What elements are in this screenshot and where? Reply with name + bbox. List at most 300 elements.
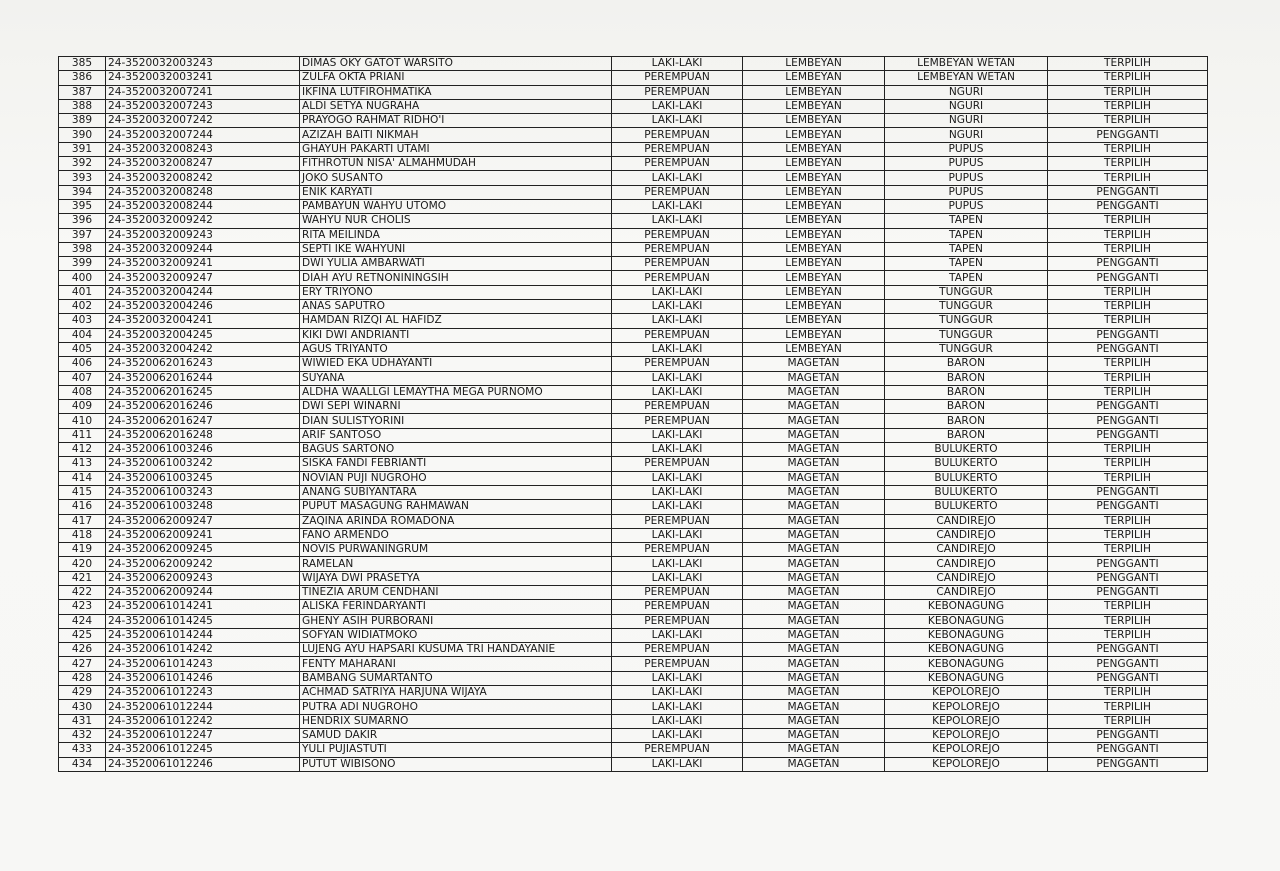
kecamatan-cell: MAGETAN — [743, 414, 885, 428]
row-number-cell: 387 — [59, 85, 106, 99]
table-row — [59, 185, 1208, 199]
name-cell: FENTY MAHARANI — [300, 657, 612, 671]
name-cell: FITHROTUN NISA' ALMAHMUDAH — [300, 157, 612, 171]
name-cell: RITA MEILINDA — [300, 228, 612, 242]
kecamatan-cell: LEMBEYAN — [743, 314, 885, 328]
status-cell: TERPILIH — [1048, 71, 1208, 85]
desa-cell: BARON — [885, 428, 1048, 442]
status-cell: TERPILIH — [1048, 99, 1208, 113]
table-row — [59, 457, 1208, 471]
name-cell: SOFYAN WIDIATMOKO — [300, 628, 612, 642]
table-row — [59, 371, 1208, 385]
status-cell: PENGGANTI — [1048, 185, 1208, 199]
gender-cell: LAKI-LAKI — [612, 700, 743, 714]
registration-number-cell: 24-3520062009245 — [106, 543, 300, 557]
registration-number-cell: 24-3520032003243 — [106, 57, 300, 71]
table-row — [59, 614, 1208, 628]
gender-cell: LAKI-LAKI — [612, 500, 743, 514]
kecamatan-cell: MAGETAN — [743, 757, 885, 771]
row-number-cell: 389 — [59, 114, 106, 128]
table-row — [59, 600, 1208, 614]
desa-cell: LEMBEYAN WETAN — [885, 71, 1048, 85]
row-number-cell: 425 — [59, 628, 106, 642]
desa-cell: TAPEN — [885, 242, 1048, 256]
name-cell: SEPTI IKE WAHYUNI — [300, 242, 612, 256]
desa-cell: TAPEN — [885, 228, 1048, 242]
registration-number-cell: 24-3520062009241 — [106, 528, 300, 542]
table-row — [59, 114, 1208, 128]
registration-number-cell: 24-3520062016248 — [106, 428, 300, 442]
registration-number-cell: 24-3520032004244 — [106, 285, 300, 299]
kecamatan-cell: MAGETAN — [743, 471, 885, 485]
name-cell: PUTUT WIBISONO — [300, 757, 612, 771]
gender-cell: PEREMPUAN — [612, 657, 743, 671]
name-cell: ANAS SAPUTRO — [300, 300, 612, 314]
kecamatan-cell: MAGETAN — [743, 743, 885, 757]
table-row — [59, 414, 1208, 428]
name-cell: JOKO SUSANTO — [300, 171, 612, 185]
table-row — [59, 671, 1208, 685]
table-row — [59, 142, 1208, 156]
gender-cell: PEREMPUAN — [612, 242, 743, 256]
row-number-cell: 406 — [59, 357, 106, 371]
gender-cell: PEREMPUAN — [612, 228, 743, 242]
row-number-cell: 431 — [59, 714, 106, 728]
table-row — [59, 128, 1208, 142]
name-cell: SUYANA — [300, 371, 612, 385]
desa-cell: NGURI — [885, 99, 1048, 113]
desa-cell: BARON — [885, 400, 1048, 414]
name-cell: NOVIS PURWANINGRUM — [300, 543, 612, 557]
row-number-cell: 422 — [59, 585, 106, 599]
table-row — [59, 57, 1208, 71]
name-cell: ALDHA WAALLGI LEMAYTHA MEGA PURNOMO — [300, 385, 612, 399]
status-cell: TERPILIH — [1048, 314, 1208, 328]
kecamatan-cell: MAGETAN — [743, 628, 885, 642]
gender-cell: LAKI-LAKI — [612, 757, 743, 771]
gender-cell: LAKI-LAKI — [612, 57, 743, 71]
kecamatan-cell: MAGETAN — [743, 385, 885, 399]
kecamatan-cell: MAGETAN — [743, 728, 885, 742]
registration-number-cell: 24-3520061012244 — [106, 700, 300, 714]
registration-number-cell: 24-3520062009243 — [106, 571, 300, 585]
status-cell: TERPILIH — [1048, 600, 1208, 614]
registration-number-cell: 24-3520061014242 — [106, 643, 300, 657]
registration-number-cell: 24-3520062016245 — [106, 385, 300, 399]
name-cell: ARIF SANTOSO — [300, 428, 612, 442]
table-row — [59, 714, 1208, 728]
registration-number-cell: 24-3520061012245 — [106, 743, 300, 757]
gender-cell: PEREMPUAN — [612, 614, 743, 628]
desa-cell: KEBONAGUNG — [885, 614, 1048, 628]
kecamatan-cell: LEMBEYAN — [743, 157, 885, 171]
name-cell: WAHYU NUR CHOLIS — [300, 214, 612, 228]
name-cell: DIMAS OKY GATOT WARSITO — [300, 57, 612, 71]
row-number-cell: 416 — [59, 500, 106, 514]
row-number-cell: 417 — [59, 514, 106, 528]
registration-number-cell: 24-3520032004246 — [106, 300, 300, 314]
name-cell: ANANG SUBIYANTARA — [300, 485, 612, 499]
table-row — [59, 471, 1208, 485]
name-cell: AGUS TRIYANTO — [300, 342, 612, 356]
kecamatan-cell: LEMBEYAN — [743, 85, 885, 99]
row-number-cell: 400 — [59, 271, 106, 285]
status-cell: PENGGANTI — [1048, 557, 1208, 571]
name-cell: TINEZIA ARUM CENDHANI — [300, 585, 612, 599]
desa-cell: CANDIREJO — [885, 528, 1048, 542]
kecamatan-cell: MAGETAN — [743, 543, 885, 557]
desa-cell: KEBONAGUNG — [885, 643, 1048, 657]
kecamatan-cell: LEMBEYAN — [743, 257, 885, 271]
name-cell: PRAYOGO RAHMAT RIDHO'I — [300, 114, 612, 128]
row-number-cell: 430 — [59, 700, 106, 714]
gender-cell: LAKI-LAKI — [612, 485, 743, 499]
table-row — [59, 643, 1208, 657]
desa-cell: BULUKERTO — [885, 457, 1048, 471]
row-number-cell: 408 — [59, 385, 106, 399]
kecamatan-cell: LEMBEYAN — [743, 242, 885, 256]
status-cell: TERPILIH — [1048, 385, 1208, 399]
table-row — [59, 500, 1208, 514]
table-row — [59, 485, 1208, 499]
status-cell: PENGGANTI — [1048, 414, 1208, 428]
kecamatan-cell: MAGETAN — [743, 485, 885, 499]
desa-cell: KEPOLOREJO — [885, 743, 1048, 757]
table-row — [59, 700, 1208, 714]
name-cell: ZAQINA ARINDA ROMADONA — [300, 514, 612, 528]
kecamatan-cell: MAGETAN — [743, 600, 885, 614]
status-cell: TERPILIH — [1048, 471, 1208, 485]
table-row — [59, 686, 1208, 700]
name-cell: DWI YULIA AMBARWATI — [300, 257, 612, 271]
registration-number-cell: 24-3520032009241 — [106, 257, 300, 271]
row-number-cell: 420 — [59, 557, 106, 571]
gender-cell: LAKI-LAKI — [612, 428, 743, 442]
status-cell: TERPILIH — [1048, 543, 1208, 557]
registration-number-cell: 24-3520032008248 — [106, 185, 300, 199]
desa-cell: KEPOLOREJO — [885, 714, 1048, 728]
status-cell: TERPILIH — [1048, 700, 1208, 714]
registration-number-cell: 24-3520032003241 — [106, 71, 300, 85]
kecamatan-cell: MAGETAN — [743, 357, 885, 371]
table-row — [59, 514, 1208, 528]
row-number-cell: 423 — [59, 600, 106, 614]
table-row — [59, 585, 1208, 599]
desa-cell: NGURI — [885, 85, 1048, 99]
registration-number-cell: 24-3520061003248 — [106, 500, 300, 514]
row-number-cell: 396 — [59, 214, 106, 228]
status-cell: PENGGANTI — [1048, 271, 1208, 285]
kecamatan-cell: MAGETAN — [743, 671, 885, 685]
row-number-cell: 385 — [59, 57, 106, 71]
gender-cell: LAKI-LAKI — [612, 300, 743, 314]
table-row — [59, 571, 1208, 585]
desa-cell: TAPEN — [885, 257, 1048, 271]
row-number-cell: 424 — [59, 614, 106, 628]
kecamatan-cell: LEMBEYAN — [743, 271, 885, 285]
gender-cell: LAKI-LAKI — [612, 114, 743, 128]
kecamatan-cell: MAGETAN — [743, 714, 885, 728]
row-number-cell: 418 — [59, 528, 106, 542]
row-number-cell: 403 — [59, 314, 106, 328]
status-cell: TERPILIH — [1048, 686, 1208, 700]
name-cell: NOVIAN PUJI NUGROHO — [300, 471, 612, 485]
name-cell: HAMDAN RIZQI AL HAFIDZ — [300, 314, 612, 328]
gender-cell: LAKI-LAKI — [612, 443, 743, 457]
status-cell: TERPILIH — [1048, 85, 1208, 99]
desa-cell: NGURI — [885, 114, 1048, 128]
table-row — [59, 157, 1208, 171]
kecamatan-cell: LEMBEYAN — [743, 71, 885, 85]
name-cell: HENDRIX SUMARNO — [300, 714, 612, 728]
status-cell: PENGGANTI — [1048, 257, 1208, 271]
status-cell: PENGGANTI — [1048, 757, 1208, 771]
table-row — [59, 257, 1208, 271]
registration-number-cell: 24-3520032004242 — [106, 342, 300, 356]
gender-cell: LAKI-LAKI — [612, 371, 743, 385]
gender-cell: PEREMPUAN — [612, 142, 743, 156]
gender-cell: LAKI-LAKI — [612, 214, 743, 228]
kecamatan-cell: LEMBEYAN — [743, 300, 885, 314]
kecamatan-cell: LEMBEYAN — [743, 199, 885, 213]
registration-number-cell: 24-3520062016243 — [106, 357, 300, 371]
row-number-cell: 401 — [59, 285, 106, 299]
registration-number-cell: 24-3520032004241 — [106, 314, 300, 328]
registration-number-cell: 24-3520061003243 — [106, 485, 300, 499]
gender-cell: PEREMPUAN — [612, 257, 743, 271]
desa-cell: TUNGGUR — [885, 300, 1048, 314]
kecamatan-cell: MAGETAN — [743, 457, 885, 471]
registration-number-cell: 24-3520062009242 — [106, 557, 300, 571]
status-cell: PENGGANTI — [1048, 728, 1208, 742]
registration-number-cell: 24-3520061012242 — [106, 714, 300, 728]
registration-number-cell: 24-3520032008247 — [106, 157, 300, 171]
gender-cell: PEREMPUAN — [612, 400, 743, 414]
desa-cell: PUPUS — [885, 157, 1048, 171]
table-row — [59, 199, 1208, 213]
desa-cell: LEMBEYAN WETAN — [885, 57, 1048, 71]
desa-cell: BULUKERTO — [885, 500, 1048, 514]
status-cell: TERPILIH — [1048, 371, 1208, 385]
name-cell: PUTRA ADI NUGROHO — [300, 700, 612, 714]
kecamatan-cell: MAGETAN — [743, 514, 885, 528]
name-cell: SISKA FANDI FEBRIANTI — [300, 457, 612, 471]
gender-cell: LAKI-LAKI — [612, 99, 743, 113]
kecamatan-cell: MAGETAN — [743, 643, 885, 657]
kecamatan-cell: MAGETAN — [743, 700, 885, 714]
gender-cell: LAKI-LAKI — [612, 686, 743, 700]
desa-cell: KEPOLOREJO — [885, 757, 1048, 771]
name-cell: PUPUT MASAGUNG RAHMAWAN — [300, 500, 612, 514]
kecamatan-cell: LEMBEYAN — [743, 128, 885, 142]
registration-number-cell: 24-3520061014245 — [106, 614, 300, 628]
name-cell: DIAH AYU RETNONININGSIH — [300, 271, 612, 285]
gender-cell: PEREMPUAN — [612, 414, 743, 428]
row-number-cell: 413 — [59, 457, 106, 471]
gender-cell: PEREMPUAN — [612, 457, 743, 471]
desa-cell: PUPUS — [885, 142, 1048, 156]
kecamatan-cell: LEMBEYAN — [743, 185, 885, 199]
registration-number-cell: 24-3520032008244 — [106, 199, 300, 213]
status-cell: TERPILIH — [1048, 714, 1208, 728]
kecamatan-cell: LEMBEYAN — [743, 142, 885, 156]
status-cell: TERPILIH — [1048, 300, 1208, 314]
registration-number-cell: 24-3520062016246 — [106, 400, 300, 414]
kecamatan-cell: MAGETAN — [743, 443, 885, 457]
row-number-cell: 394 — [59, 185, 106, 199]
table-row — [59, 743, 1208, 757]
name-cell: ENIK KARYATI — [300, 185, 612, 199]
table-row — [59, 300, 1208, 314]
desa-cell: BULUKERTO — [885, 443, 1048, 457]
gender-cell: PEREMPUAN — [612, 514, 743, 528]
registration-number-cell: 24-3520062016244 — [106, 371, 300, 385]
kecamatan-cell: MAGETAN — [743, 686, 885, 700]
status-cell: PENGGANTI — [1048, 199, 1208, 213]
table-row — [59, 342, 1208, 356]
registration-number-cell: 24-3520061014244 — [106, 628, 300, 642]
row-number-cell: 405 — [59, 342, 106, 356]
name-cell: YULI PUJIASTUTI — [300, 743, 612, 757]
desa-cell: BARON — [885, 371, 1048, 385]
desa-cell: TUNGGUR — [885, 328, 1048, 342]
row-number-cell: 395 — [59, 199, 106, 213]
kecamatan-cell: LEMBEYAN — [743, 57, 885, 71]
name-cell: BAGUS SARTONO — [300, 443, 612, 457]
kecamatan-cell: MAGETAN — [743, 528, 885, 542]
registration-number-cell: 24-3520061003246 — [106, 443, 300, 457]
desa-cell: KEBONAGUNG — [885, 671, 1048, 685]
row-number-cell: 390 — [59, 128, 106, 142]
row-number-cell: 412 — [59, 443, 106, 457]
desa-cell: BARON — [885, 385, 1048, 399]
row-number-cell: 411 — [59, 428, 106, 442]
row-number-cell: 399 — [59, 257, 106, 271]
table-row — [59, 99, 1208, 113]
table-body — [59, 57, 1208, 772]
row-number-cell: 393 — [59, 171, 106, 185]
status-cell: TERPILIH — [1048, 142, 1208, 156]
desa-cell: BARON — [885, 357, 1048, 371]
kecamatan-cell: LEMBEYAN — [743, 228, 885, 242]
row-number-cell: 414 — [59, 471, 106, 485]
kecamatan-cell: MAGETAN — [743, 371, 885, 385]
table-row — [59, 428, 1208, 442]
participant-table — [58, 56, 1208, 772]
status-cell: PENGGANTI — [1048, 400, 1208, 414]
row-number-cell: 392 — [59, 157, 106, 171]
kecamatan-cell: LEMBEYAN — [743, 214, 885, 228]
table-row — [59, 285, 1208, 299]
row-number-cell: 410 — [59, 414, 106, 428]
registration-number-cell: 24-3520061014243 — [106, 657, 300, 671]
row-number-cell: 397 — [59, 228, 106, 242]
gender-cell: PEREMPUAN — [612, 585, 743, 599]
row-number-cell: 398 — [59, 242, 106, 256]
desa-cell: CANDIREJO — [885, 543, 1048, 557]
gender-cell: LAKI-LAKI — [612, 571, 743, 585]
name-cell: PAMBAYUN WAHYU UTOMO — [300, 199, 612, 213]
table-row — [59, 228, 1208, 242]
status-cell: TERPILIH — [1048, 171, 1208, 185]
desa-cell: CANDIREJO — [885, 514, 1048, 528]
name-cell: FANO ARMENDO — [300, 528, 612, 542]
row-number-cell: 407 — [59, 371, 106, 385]
name-cell: DWI SEPI WINARNI — [300, 400, 612, 414]
registration-number-cell: 24-3520061012246 — [106, 757, 300, 771]
name-cell: IKFINA LUTFIROHMATIKA — [300, 85, 612, 99]
kecamatan-cell: MAGETAN — [743, 557, 885, 571]
registration-number-cell: 24-3520062016247 — [106, 414, 300, 428]
desa-cell: KEBONAGUNG — [885, 628, 1048, 642]
gender-cell: PEREMPUAN — [612, 743, 743, 757]
table-row — [59, 385, 1208, 399]
desa-cell: CANDIREJO — [885, 557, 1048, 571]
kecamatan-cell: LEMBEYAN — [743, 285, 885, 299]
status-cell: TERPILIH — [1048, 357, 1208, 371]
status-cell: PENGGANTI — [1048, 485, 1208, 499]
status-cell: TERPILIH — [1048, 443, 1208, 457]
name-cell: GHENY ASIH PURBORANI — [300, 614, 612, 628]
row-number-cell: 421 — [59, 571, 106, 585]
gender-cell: PEREMPUAN — [612, 128, 743, 142]
table-row — [59, 528, 1208, 542]
kecamatan-cell: MAGETAN — [743, 428, 885, 442]
status-cell: PENGGANTI — [1048, 585, 1208, 599]
gender-cell: LAKI-LAKI — [612, 285, 743, 299]
name-cell: ALDI SETYA NUGRAHA — [300, 99, 612, 113]
gender-cell: PEREMPUAN — [612, 643, 743, 657]
gender-cell: LAKI-LAKI — [612, 171, 743, 185]
gender-cell: LAKI-LAKI — [612, 671, 743, 685]
name-cell: RAMELAN — [300, 557, 612, 571]
row-number-cell: 428 — [59, 671, 106, 685]
desa-cell: TUNGGUR — [885, 285, 1048, 299]
gender-cell: LAKI-LAKI — [612, 385, 743, 399]
registration-number-cell: 24-3520032007241 — [106, 85, 300, 99]
row-number-cell: 429 — [59, 686, 106, 700]
row-number-cell: 409 — [59, 400, 106, 414]
status-cell: TERPILIH — [1048, 285, 1208, 299]
table-row — [59, 314, 1208, 328]
registration-number-cell: 24-3520062009247 — [106, 514, 300, 528]
kecamatan-cell: MAGETAN — [743, 614, 885, 628]
registration-number-cell: 24-3520032009244 — [106, 242, 300, 256]
kecamatan-cell: MAGETAN — [743, 571, 885, 585]
status-cell: TERPILIH — [1048, 57, 1208, 71]
desa-cell: KEPOLOREJO — [885, 728, 1048, 742]
registration-number-cell: 24-3520061003245 — [106, 471, 300, 485]
gender-cell: PEREMPUAN — [612, 328, 743, 342]
name-cell: BAMBANG SUMARTANTO — [300, 671, 612, 685]
registration-number-cell: 24-3520061014241 — [106, 600, 300, 614]
status-cell: TERPILIH — [1048, 457, 1208, 471]
name-cell: WIWIED EKA UDHAYANTI — [300, 357, 612, 371]
table-row — [59, 657, 1208, 671]
gender-cell: LAKI-LAKI — [612, 714, 743, 728]
desa-cell: KEPOLOREJO — [885, 686, 1048, 700]
desa-cell: TUNGGUR — [885, 314, 1048, 328]
name-cell: SAMUD DAKIR — [300, 728, 612, 742]
name-cell: AZIZAH BAITI NIKMAH — [300, 128, 612, 142]
registration-number-cell: 24-3520061012243 — [106, 686, 300, 700]
table-row — [59, 728, 1208, 742]
name-cell: ZULFA OKTA PRIANI — [300, 71, 612, 85]
row-number-cell: 386 — [59, 71, 106, 85]
desa-cell: CANDIREJO — [885, 571, 1048, 585]
name-cell: GHAYUH PAKARTI UTAMI — [300, 142, 612, 156]
row-number-cell: 404 — [59, 328, 106, 342]
